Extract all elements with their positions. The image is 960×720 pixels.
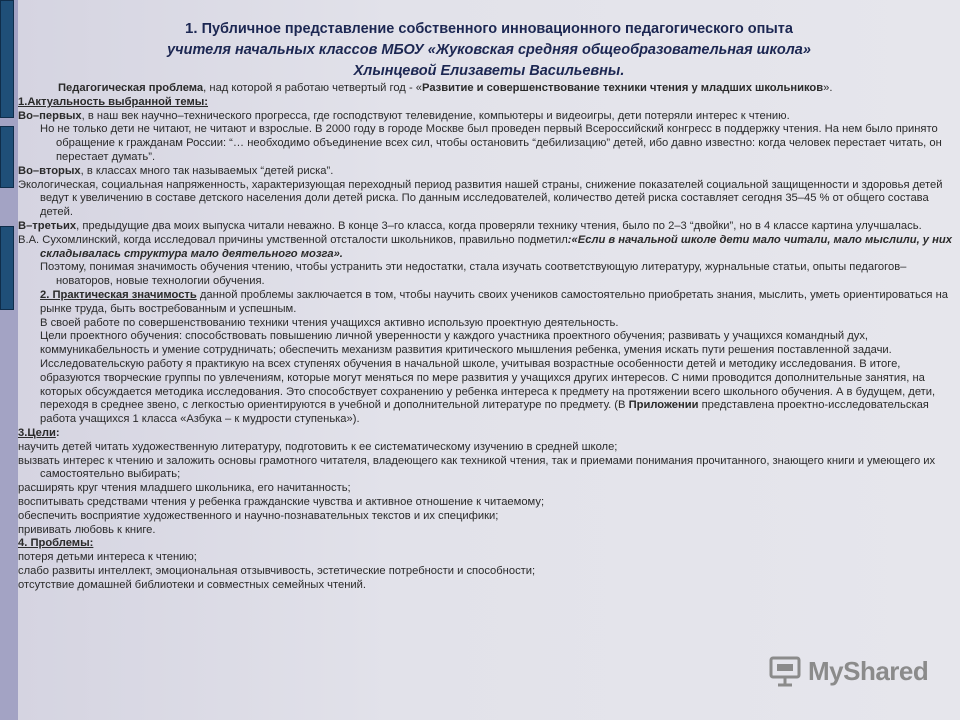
- s3-item: расширять круг чтения младшего школьника, его начитанность;: [18, 482, 351, 495]
- s4-item: отсутствие домашней библиотеки и совместных семейных чтений.: [18, 578, 366, 591]
- s3-item: обеспечить восприятие художественного и научно-познавательных текстов и их специфики;: [18, 509, 499, 522]
- watermark-text: MyShared: [808, 655, 929, 686]
- slide: [18, 0, 960, 720]
- s1-quote: В.А. Сухомлинский, когда исследовал причины умственной отсталости школьников, правильно подметил:«Если в начальной школе дети мало читали, мало мыслили, у них складывалась структура мало деятельного мозга».: [18, 233, 952, 260]
- problem-statement: Педагогическая проблема, над которой я работаю четвертый год - «Развитие и совершенствование техники чтения у младших школьников».: [58, 82, 833, 94]
- s4-item: слабо развиты интеллект, эмоциональная отзывчивость, эстетические потребности и способности;: [18, 564, 536, 577]
- title-line-2: учителя начальных классов МБОУ «Жуковская средняя общеобразовательная школа»: [167, 42, 811, 58]
- presentation-board-icon: [768, 654, 802, 688]
- slide-title: [18, 18, 960, 82]
- s4-item: потеря детьми интереса к чтению;: [18, 551, 197, 564]
- s1-second: Во–вторых, в классах много так называемых “детей риска”.: [18, 164, 334, 177]
- s4-heading: 4. Проблемы:: [18, 537, 94, 550]
- s1-third: В–третьих, предыдущие два моих выпуска читали неважно. В конце 3–го класса, когда проверяли технику чтения, было по 2–3 “двойки”, но в 4 классе картина улучшалась.: [18, 219, 922, 232]
- slide-body: [18, 82, 958, 592]
- s1-p4: Экологическая, социальная напряженность, характеризующая переходный период развития нашей страны, снижение показателей социальной защищенности и здоровья детей ведут к увеличению в составе детского населения доли детей риска. По данным исследователей, количество детей риска составляет сегодня 35–45 % от общего состава детей.: [18, 178, 943, 219]
- s2-p2: В своей работе по совершенствованию техники чтения учащихся активно использую проектную деятельность.: [40, 316, 619, 329]
- s3-item: прививать любовь к книге.: [18, 523, 156, 536]
- s1-p7: Поэтому, понимая значимость обучения чтению, чтобы устранить эти недостатки, стала изучать соответствующую литературу, журнальные статьи, опыты педагогов–новаторов, новые технологии обучения.: [40, 261, 907, 288]
- s3-item: вызвать интерес к чтению и заложить основы грамотного читателя, владеющего как техникой чтения, так и приемами понимания прочитанного, знающего книги и умеющего их самостоятельно выбирать;: [18, 454, 936, 481]
- sidebar-tab-2[interactable]: [0, 126, 14, 188]
- s1-p2: Но не только дети не читают, не читают и взрослые. В 2000 году в городе Москве был проведен первый Всероссийский конгресс в поддержку чтения. На нем было принято обращение к гражданам России: “… необходимо объединение всех сил, чтобы остановить “дебилизацию” детей, ибо давно известно: когда человек перестает читать, он перестает думать”.: [40, 123, 942, 163]
- sidebar-tab-3[interactable]: [0, 226, 14, 310]
- s2-p4: Исследовательскую работу я практикую на всех ступенях обучения в начальной школе, учитывая возрастные особенности детей и методику исследования. В итоге, образуются творческие группы по увлечениям, которые могут меняться по мере развития у учащихся других интересов. С ними проводится дополнительные занятия, на которых обсуждается методика исследования. Это способствует сохранению у ребенка интереса к предмету на протяжении всего школьного обучения. А в будущем, дети, переходя в среднее звено, с легкостью ориентируются в учебной и дополнительной литературе по предмету. (В Приложении представлена проектно-исследовательская работа учащихся 1 класса «Азбука – к мудрости ступенька»).: [40, 357, 936, 426]
- s2-p3: Цели проектного обучения: способствовать повышению личной уверенности у каждого участника проектного обучения; развивать у учащихся командный дух, коммуникабельность и умение сотрудничать; обеспечить механизм развития критического мышления ребенка, умения искать пути решения поставленной задачи.: [40, 330, 892, 357]
- myshared-watermark[interactable]: [768, 654, 928, 688]
- s1-heading: 1.Актуальность выбранной темы:: [18, 95, 209, 108]
- title-line-3: Хлынцевой Елизаветы Васильевны.: [353, 63, 625, 79]
- s2-intro: 2. Практическая значимость данной проблемы заключается в том, чтобы научить своих учеников самостоятельно приобретать знания, мыслить, уметь ориентироваться на рынке труда, быть востребованным и успешным.: [40, 288, 948, 315]
- s3-heading: 3.Цели:: [18, 426, 60, 439]
- s3-item: воспитывать средствами чтения у ребенка гражданские чувства и активное отношение к читаемому;: [18, 495, 545, 508]
- s3-item: научить детей читать художественную литературу, подготовить к ее систематическому изучению в средней школе;: [18, 440, 618, 453]
- sidebar-tab-1[interactable]: [0, 0, 14, 118]
- title-line-1: 1. Публичное представление собственного инновационного педагогического опыта: [185, 20, 793, 37]
- s1-first: Во–первых, в наш век научно–технического прогресса, где господствуют телевидение, компьютеры и видеоигры, дети потеряли интерес к чтению.: [18, 109, 790, 122]
